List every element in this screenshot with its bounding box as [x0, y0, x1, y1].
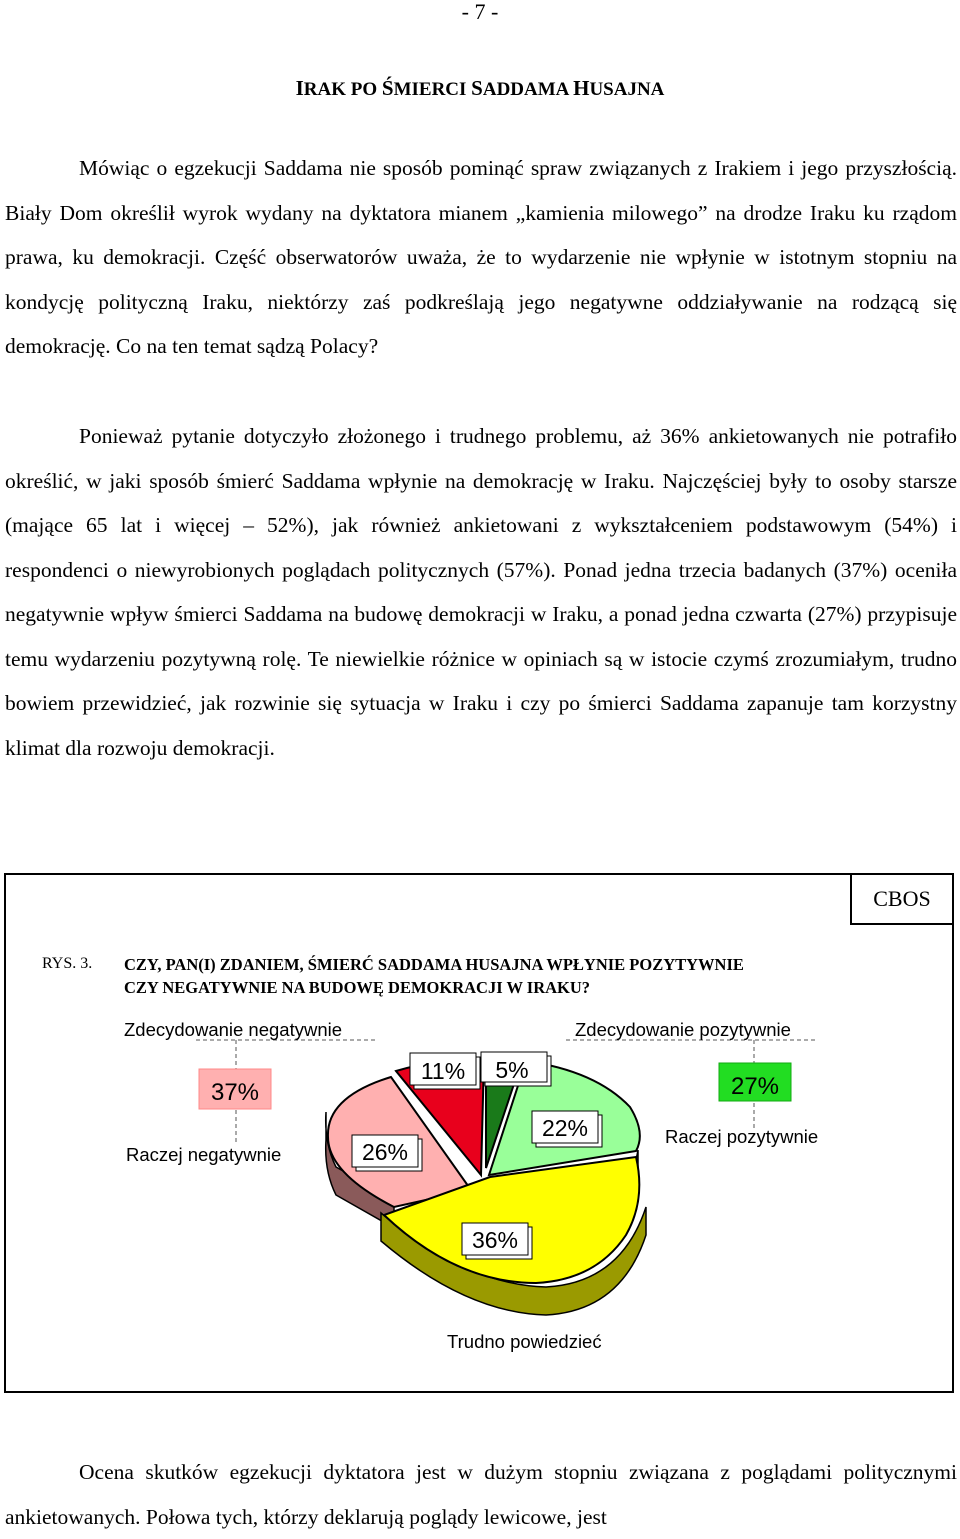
category-raczej-negatywnie: Raczej negatywnie [126, 1144, 282, 1165]
label-11: 11% [420, 1058, 466, 1084]
label-5: 5% [495, 1057, 529, 1083]
paragraph-results: Ponieważ pytanie dotyczyło złożonego i trudnego problemu, aż 36% ankietowanych nie potrafiło określić, w jaki sposób śmierć Saddama wpłynie na demokrację w Iraku. Najczęściej były to osoby starsze (mające 65 lat i więcej – 52%), jak również ankietowani z wykształceniem podstawowym (54%) i respondenci o niewyrobionych poglądach politycznych (57%). Ponad jedna trzecia badanych (37%) oceniła negatywnie wpływ śmierci Saddama na budowę demokracji w Iraku, a ponad jedna czwarta (27%) przypisuje temu wydarzeniu pozytywną rolę. Te niewielkie różnice w opiniach są w istocie czymś zrozumiałym, trudno bowiem przewidzieć, jak rozwinie się sytuacja w Iraku i czy po śmierci Saddama zapanuje tam korzystny klimat dla rozwoju demokracji. [5, 424, 957, 760]
section-title: IRAK PO ŚMIERCI SADDAMA HUSAJNA [295, 76, 665, 100]
figure-box [4, 873, 954, 1393]
label-box-27 [719, 1063, 791, 1101]
label-22: 22% [541, 1115, 589, 1141]
label-box-36 [462, 1223, 532, 1259]
figure-label: RYS. 3. [42, 955, 93, 972]
paragraph-intro: Mówiąc o egzekucji Saddama nie sposób pominąć spraw związanych z Irakiem i jego przyszłością. Biały Dom określił wyrok wydany na dyktatora mianem „kamienia milowego” na drodze Iraku ku rządom prawa, ku demokracji. Część obserwatorów uważa, że to wydarzenie nie wpłynie w istotnym stopniu na kondycję polityczną Iraku, niektórzy zaś podkreślają jego negatywne oddziaływanie na rodzącą się demokrację. Co na ten temat sądzą Polacy? [5, 156, 957, 358]
pie-chart [6, 875, 956, 1395]
cbos-badge: CBOS [850, 873, 954, 925]
category-zdecydowanie-pozytywnie: Zdecydowanie pozytywnie [575, 1019, 791, 1040]
label-box-37 [199, 1069, 271, 1109]
label-37: 37% [210, 1079, 260, 1106]
label-box-5 [481, 1052, 551, 1086]
page-number: - 7 - [461, 0, 499, 24]
category-raczej-pozytywnie: Raczej pozytywnie [665, 1126, 819, 1147]
figure-question: CZY, PAN(I) ZDANIEM, ŚMIERĆ SADDAMA HUSAJNA WPŁYNIE POZYTYWNIE CZY NEGATYWNIE NA BUDOWĘ DEMOKRACJI W IRAKU? [124, 955, 744, 997]
label-box-11 [410, 1053, 480, 1089]
label-26: 26% [361, 1139, 409, 1165]
category-zdecydowanie-negatywnie: Zdecydowanie negatywnie [124, 1019, 343, 1040]
paragraph-outro: Ocena skutków egzekucji dyktatora jest w dużym stopniu związana z poglądami politycznymi ankietowanych. Połowa tych, którzy deklarują poglądy lewicowe, jest [5, 1460, 957, 1529]
label-27: 27% [730, 1073, 780, 1100]
label-36: 36% [471, 1227, 519, 1253]
label-box-22 [532, 1111, 602, 1147]
label-box-26 [352, 1135, 422, 1171]
category-trudno-powiedziec: Trudno powiedzieć [447, 1331, 602, 1352]
